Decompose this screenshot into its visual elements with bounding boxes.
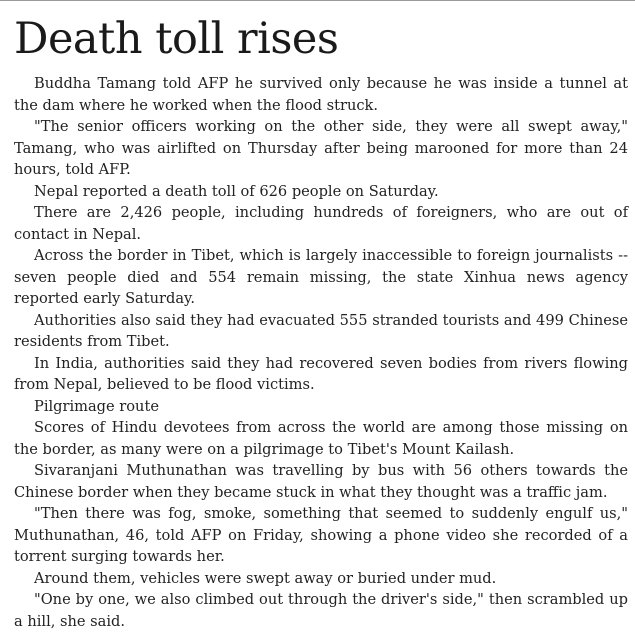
top-rule bbox=[0, 0, 635, 1]
subheading-pilgrimage-route: Pilgrimage route bbox=[34, 397, 159, 415]
paragraph-muthunathan-bus: Sivaranjani Muthunathan was travelling by bus with 56 others towards the Chinese border when they became stuck in what they thought was a traffic jam. bbox=[14, 462, 628, 501]
headline: Death toll rises bbox=[14, 14, 339, 64]
paragraph-tibet: Across the border in Tibet, which is largely inaccessible to foreign journalists -- seven people died and 554 remain missing, the state Xinhua news agency reported early Saturday. bbox=[14, 247, 628, 307]
paragraph-climbed-out: "One by one, we also climbed out through the driver's side," then scrambled up a hill, she said. bbox=[14, 591, 628, 630]
article bbox=[14, 14, 628, 632]
article-body bbox=[14, 73, 628, 632]
paragraph-tamang-tunnel: Buddha Tamang told AFP he survived only because he was inside a tunnel at the dam where he worked when the flood struck. bbox=[14, 75, 628, 114]
paragraph-india: In India, authorities said they had recovered seven bodies from rivers flowing from Nepal, believed to be flood victims. bbox=[14, 354, 628, 393]
paragraph-vehicles: Around them, vehicles were swept away or buried under mud. bbox=[34, 569, 497, 587]
paragraph-tamang-quote: "The senior officers working on the other side, they were all swept away," Tamang, who was airlifted on Thursday after being marooned for more than 24 hours, told AFP. bbox=[14, 118, 628, 178]
paragraph-out-of-contact: There are 2,426 people, including hundreds of foreigners, who are out of contact in Nepal. bbox=[14, 204, 628, 243]
paragraph-evacuated: Authorities also said they had evacuated 555 stranded tourists and 499 Chinese residents from Tibet. bbox=[14, 311, 628, 350]
paragraph-hindu-devotees: Scores of Hindu devotees from across the world are among those missing on the border, as many were on a pilgrimage to Tibet's Mount Kailash. bbox=[14, 419, 628, 458]
paragraph-muthunathan-quote: "Then there was fog, smoke, something that seemed to suddenly engulf us," Muthunathan, 46, told AFP on Friday, showing a phone video she recorded of a torrent surging towards her. bbox=[14, 505, 628, 565]
paragraph-nepal-death-toll: Nepal reported a death toll of 626 people on Saturday. bbox=[34, 182, 439, 200]
